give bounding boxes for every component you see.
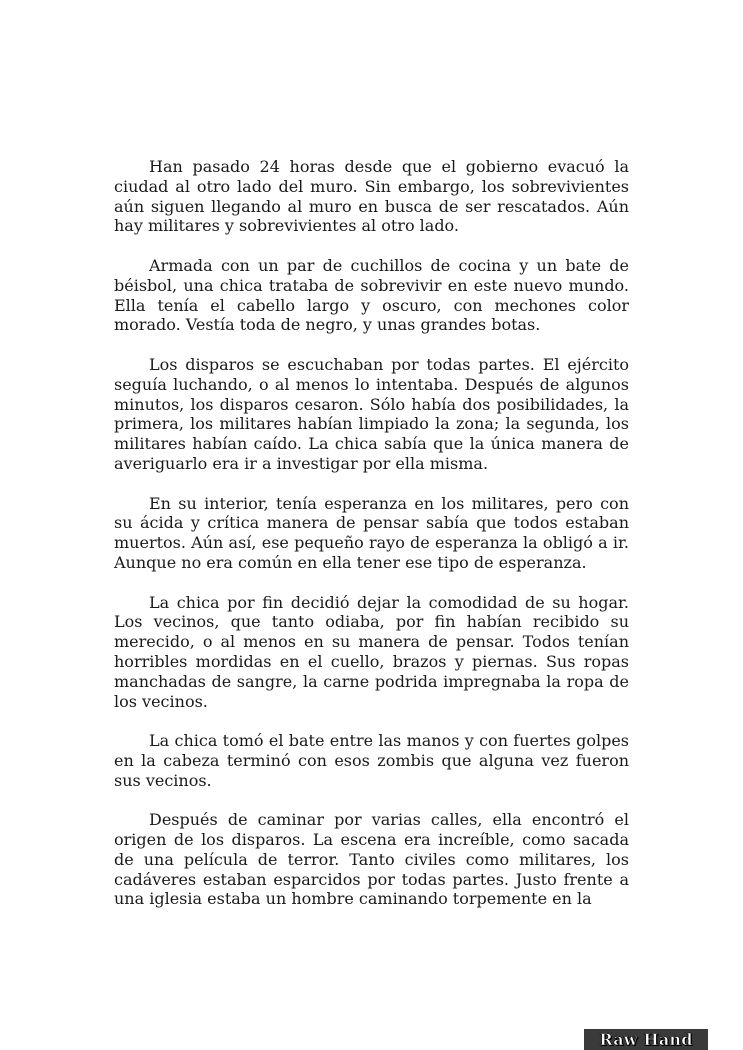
paragraph-2: Armada con un par de cuchillos de cocina y un bate de béisbol, una chica trataba de sobrevivir en este nuevo mundo. Ella tenía el cabello largo y oscuro, con mechones color morado. Vestía toda de negro, y unas grandes botas. — [114, 255, 629, 335]
paragraph-4: En su interior, tenía esperanza en los militares, pero con su ácida y crítica manera de pensar sabía que todos estaban muertos. Aún así, ese pequeño rayo de esperanza la obligó a ir. Aunque no era común en ella tener ese tipo de esperanza. — [114, 493, 629, 572]
text-body — [114, 157, 629, 909]
watermark-label: Raw Hand — [584, 1029, 708, 1050]
paragraph-1: Han pasado 24 horas desde que el gobierno evacuó la ciudad al otro lado del muro. Sin embargo, los sobrevivientes aún siguen llegando al muro en busca de ser rescatados. Aún hay militares y sobrevivientes al otro lado. — [114, 157, 629, 236]
paragraph-3: Los disparos se escuchaban por todas partes. El ejército seguía luchando, o al menos lo intentaba. Después de algunos minutos, los disparos cesaron. Sólo había dos posibilidades, la primera, los militares habían limpiado la zona; la segunda, los militares habían caído. La chica sabía que la única manera de averiguarlo era ir a investigar por ella misma. — [114, 354, 629, 473]
paragraph-7: Después de caminar por varias calles, ella encontró el origen de los disparos. La escena era increíble, como sacada de una película de terror. Tanto civiles como militares, los cadáveres estaban esparcidos por todas partes. Justo frente a una iglesia estaba un hombre caminando torpemente en la — [114, 810, 629, 909]
paragraph-5: La chica por fin decidió dejar la comodidad de su hogar. Los vecinos, que tanto odiaba, por fin habían recibido su merecido, o al menos en su manera de pensar. Todos tenían horribles mordidas en el cuello, brazos y piernas. Sus ropas manchadas de sangre, la carne podrida impregnaba la ropa de los vecinos. — [114, 592, 629, 711]
paragraph-6: La chica tomó el bate entre las manos y con fuertes golpes en la cabeza terminó con esos zombis que alguna vez fueron sus vecinos. — [114, 731, 629, 790]
